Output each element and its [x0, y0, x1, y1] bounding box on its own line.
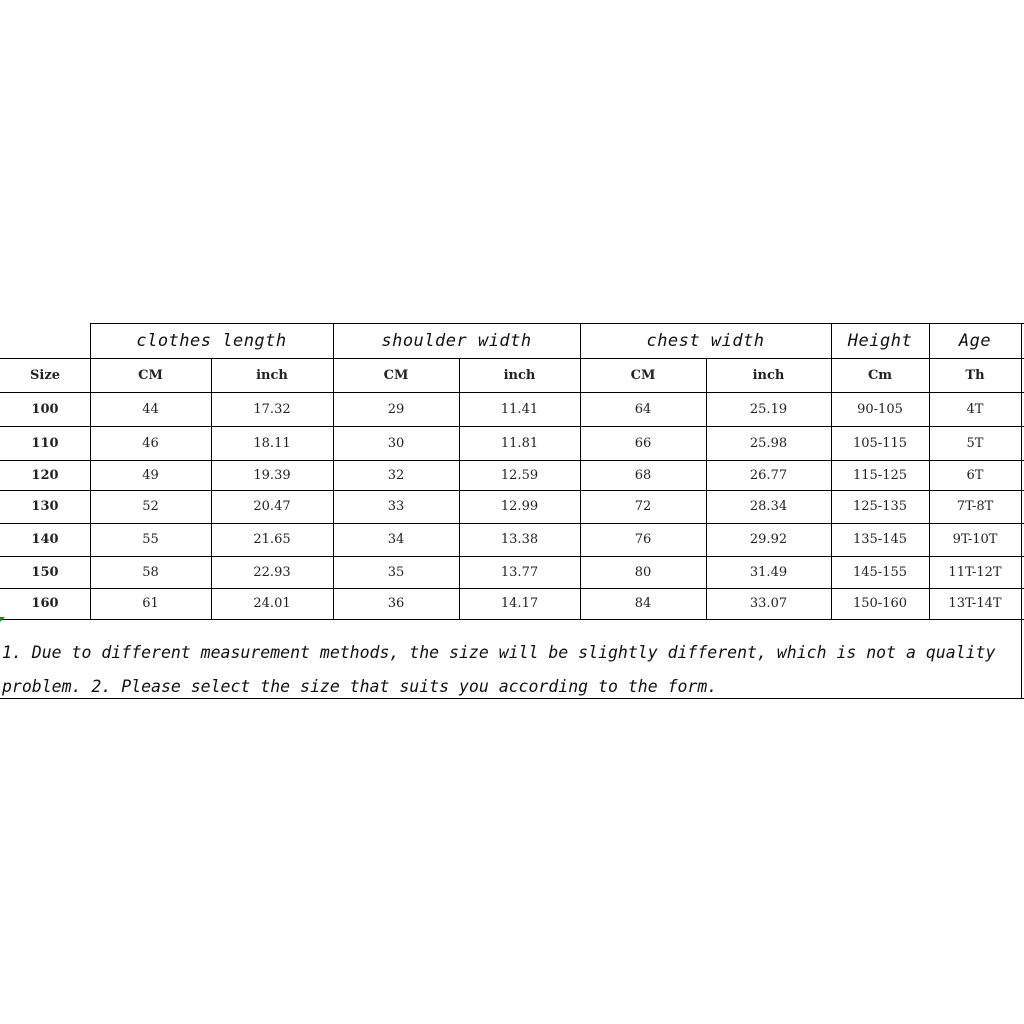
header-clothes-length-cm: CM — [138, 367, 163, 383]
shoulder-width-inch-cell: 12.99 — [500, 499, 539, 514]
size-chart — [0, 323, 1024, 699]
chest-width-cm-cell: 80 — [634, 564, 652, 580]
chest-width-inch-cell: 25.19 — [749, 401, 788, 417]
shoulder-width-inch-cell: 13.77 — [500, 564, 539, 580]
shoulder-width-inch-cell: 14.17 — [500, 596, 539, 611]
header-chest-width-inch: inch — [752, 367, 785, 383]
chest-width-inch-cell: 25.98 — [749, 435, 788, 451]
shoulder-width-inch-cell: 11.81 — [500, 435, 539, 451]
header-size: Size — [30, 367, 60, 383]
chest-width-cm-cell: 66 — [634, 435, 652, 451]
clothes-length-cm-cell: 49 — [142, 467, 159, 483]
note-line-1: 1. Due to different measurement methods, the size will be slightly different, which is not a quality — [2, 643, 996, 662]
shoulder-width-cm-cell: 33 — [387, 499, 405, 514]
note-line-2: problem. 2. Please select the size that suits you according to the form. — [2, 677, 718, 696]
shoulder-width-inch-cell: 12.59 — [500, 467, 539, 483]
age-cell: 7T-8T — [956, 499, 994, 514]
chest-width-inch-cell: 26.77 — [749, 467, 788, 483]
header-age-unit: Th — [965, 367, 985, 383]
shoulder-width-cm-cell: 30 — [387, 435, 405, 451]
age-cell: 13T-14T — [948, 596, 1002, 611]
size-cell: 160 — [31, 596, 59, 611]
header-shoulder-width: shoulder width — [381, 330, 532, 351]
clothes-length-cm-cell: 46 — [142, 435, 159, 451]
table-border-line — [0, 698, 1024, 699]
height-cell: 115-125 — [852, 467, 908, 483]
age-cell: 5T — [966, 435, 984, 451]
age-cell: 9T-10T — [952, 532, 998, 547]
header-height-unit: Cm — [867, 367, 893, 383]
clothes-length-inch-cell: 17.32 — [253, 401, 291, 417]
age-cell: 11T-12T — [948, 564, 1002, 580]
shoulder-width-cm-cell: 36 — [387, 596, 405, 611]
clothes-length-cm-cell: 58 — [142, 564, 159, 580]
height-cell: 105-115 — [852, 435, 908, 451]
clothes-length-inch-cell: 24.01 — [253, 596, 291, 611]
size-cell: 100 — [31, 401, 59, 417]
clothes-length-inch-cell: 22.93 — [253, 564, 291, 580]
header-chest-width-cm: CM — [630, 367, 656, 383]
clothes-length-inch-cell: 19.39 — [253, 467, 291, 483]
height-cell: 135-145 — [852, 532, 908, 547]
chest-width-inch-cell: 29.92 — [749, 532, 788, 547]
chest-width-inch-cell: 33.07 — [749, 596, 788, 611]
chest-width-cm-cell: 68 — [634, 467, 652, 483]
height-cell: 125-135 — [852, 499, 908, 514]
chest-width-cm-cell: 76 — [634, 532, 652, 547]
height-cell: 145-155 — [852, 564, 908, 580]
header-shoulder-width-cm: CM — [383, 367, 409, 383]
header-shoulder-width-inch: inch — [503, 367, 536, 383]
clothes-length-cm-cell: 61 — [142, 596, 159, 611]
clothes-length-cm-cell: 44 — [142, 401, 159, 417]
chest-width-cm-cell: 64 — [634, 401, 652, 417]
clothes-length-cm-cell: 55 — [142, 532, 159, 547]
height-cell: 90-105 — [857, 401, 903, 417]
size-cell: 130 — [31, 499, 59, 514]
header-clothes-length: clothes length — [136, 330, 287, 351]
chest-width-inch-cell: 31.49 — [749, 564, 788, 580]
age-cell: 4T — [966, 401, 984, 417]
table-border-line — [0, 619, 1024, 620]
chest-width-cm-cell: 72 — [634, 499, 652, 514]
age-cell: 6T — [966, 467, 984, 483]
chest-width-inch-cell: 28.34 — [749, 499, 788, 514]
header-height: Height — [847, 330, 913, 351]
shoulder-width-cm-cell: 29 — [387, 401, 405, 417]
size-cell: 150 — [31, 564, 59, 580]
shoulder-width-cm-cell: 35 — [387, 564, 405, 580]
clothes-length-inch-cell: 18.11 — [253, 435, 291, 451]
header-clothes-length-inch: inch — [256, 367, 288, 383]
shoulder-width-inch-cell: 13.38 — [500, 532, 539, 547]
shoulder-width-cm-cell: 32 — [387, 467, 405, 483]
shoulder-width-inch-cell: 11.41 — [500, 401, 539, 417]
size-cell: 140 — [31, 532, 59, 547]
clothes-length-inch-cell: 21.65 — [253, 532, 291, 547]
header-age: Age — [958, 330, 992, 351]
height-cell: 150-160 — [852, 596, 908, 611]
size-cell: 110 — [31, 435, 59, 451]
table-border-line — [1021, 323, 1022, 699]
chest-width-cm-cell: 84 — [634, 596, 652, 611]
corner-marker — [0, 617, 5, 622]
size-cell: 120 — [31, 467, 59, 483]
clothes-length-inch-cell: 20.47 — [253, 499, 291, 514]
clothes-length-cm-cell: 52 — [142, 499, 159, 514]
header-chest-width: chest width — [646, 330, 765, 351]
shoulder-width-cm-cell: 34 — [387, 532, 405, 547]
